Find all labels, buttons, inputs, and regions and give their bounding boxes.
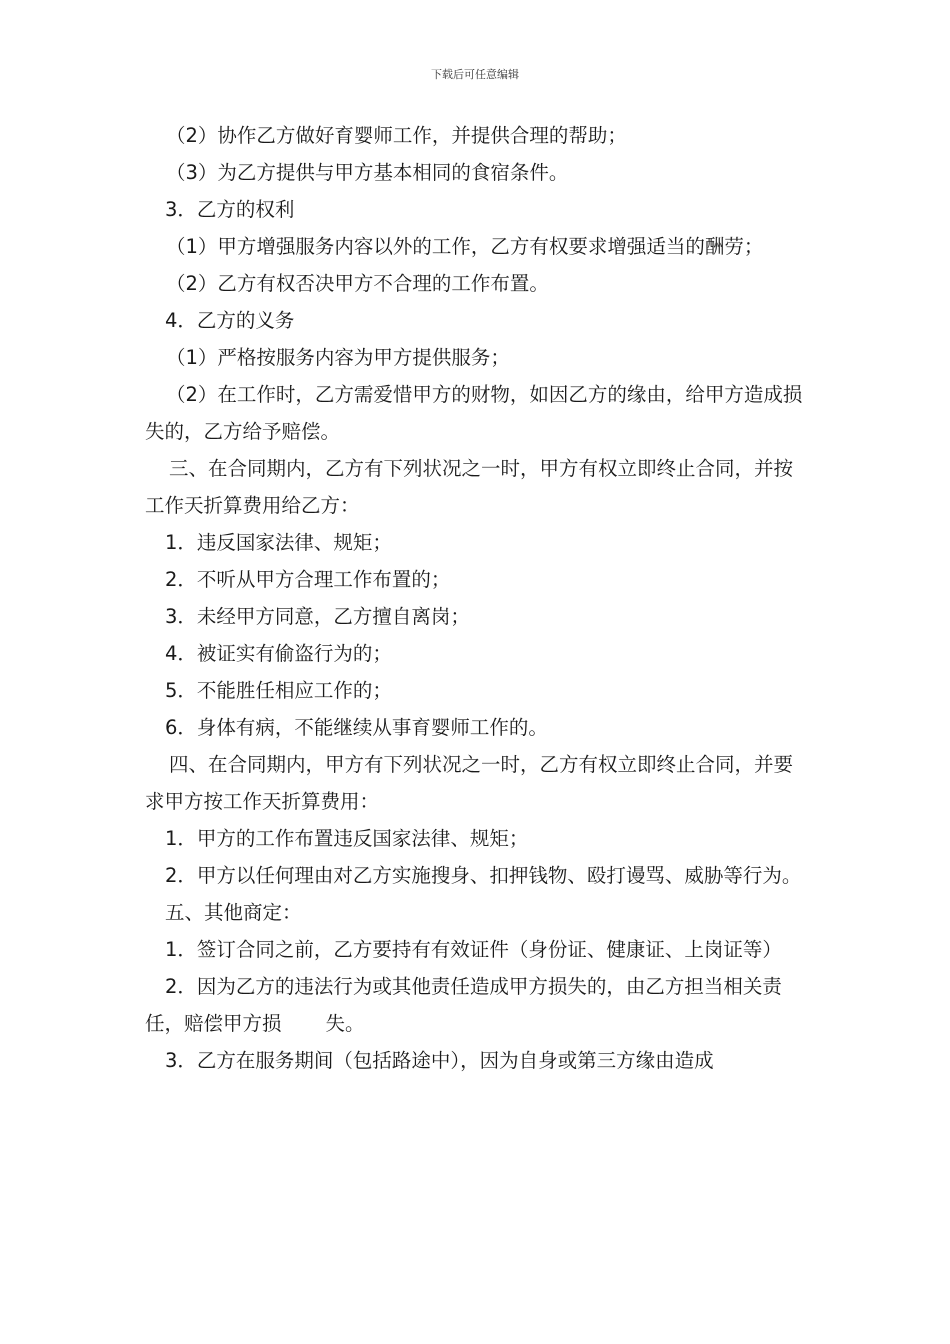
article-paragraph: 四、在合同期内，甲方有下列状况之一时，乙方有权立即终止合同，并要求甲方按工作天折算费用： — [145, 753, 794, 813]
clause-paragraph: （3）为乙方提供与甲方基本相同的食宿条件。 — [166, 161, 569, 184]
list-item: 2．不听从甲方合理工作布置的； — [165, 568, 451, 591]
list-item: 3．未经甲方同意，乙方擅自离岗； — [165, 605, 470, 628]
list-item: 1．签订合同之前，乙方要持有有效证件（身份证、健康证、上岗证等） — [165, 938, 782, 961]
list-item: 2．甲方以任何理由对乙方实施搜身、扣押钱物、殴打谩骂、威胁等行为。 — [165, 864, 802, 887]
clause-paragraph: （2）在工作时，乙方需爱惜甲方的财物，如因乙方的缘由，给甲方造成损失的，乙方给予赔偿。 — [145, 383, 803, 443]
list-item: 4．被证实有偷盗行为的； — [165, 642, 392, 665]
list-item: 1．违反国家法律、规矩； — [165, 531, 392, 554]
article-paragraph: 五、其他商定： — [165, 901, 302, 924]
clause-paragraph: （2）乙方有权否决甲方不合理的工作布置。 — [166, 272, 549, 295]
clause-paragraph: （2）协作乙方做好育婴师工作，并提供合理的帮助； — [166, 124, 627, 147]
list-item — [145, 968, 810, 1042]
list-item: 1．甲方的工作布置违反国家法律、规矩； — [165, 827, 529, 850]
page-header: 下载后可任意编辑 — [431, 68, 519, 81]
list-item: 6．身体有病，不能继续从事育婴师工作的。 — [165, 716, 548, 739]
section-heading: 4．乙方的义务 — [165, 309, 295, 332]
list-item-tail: 失。 — [325, 1012, 365, 1035]
contract-body — [145, 117, 810, 1079]
list-item: 5．不能胜任相应工作的； — [165, 679, 392, 702]
clause-paragraph: （1）严格按服务内容为甲方提供服务； — [166, 346, 510, 369]
section-heading: 3．乙方的权利 — [165, 198, 295, 221]
list-item: 3．乙方在服务期间（包括路途中），因为自身或第三方缘由造成 — [165, 1049, 714, 1072]
clause-paragraph: （1）甲方增强服务内容以外的工作，乙方有权要求增强适当的酬劳； — [166, 235, 764, 258]
article-paragraph: 三、在合同期内，乙方有下列状况之一时，甲方有权立即终止合同，并按工作天折算费用给乙方： — [145, 457, 794, 517]
list-item-text: 2．因为乙方的违法行为或其他责任造成甲方损失的，由乙方担当相关责任，赔偿甲方损 — [145, 975, 782, 1035]
